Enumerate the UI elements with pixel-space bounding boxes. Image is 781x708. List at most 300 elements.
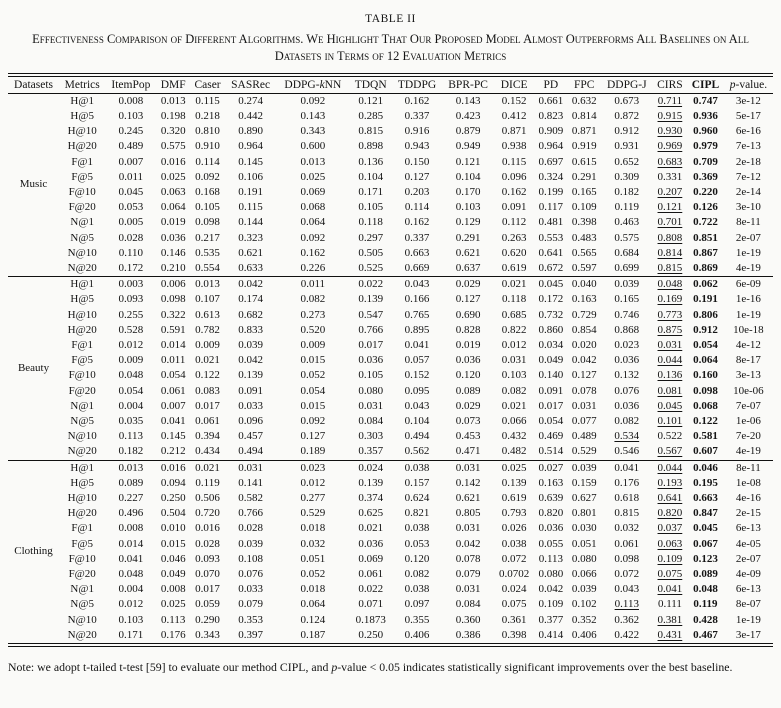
cell-sasrec: 0.323 (238, 231, 263, 244)
cell-ddpg-knn: 0.018 (300, 522, 326, 535)
cell-dmf: 0.016 (160, 155, 186, 168)
cell-dmf: 0.063 (160, 185, 186, 198)
cell-pd: 0.027 (534, 460, 567, 476)
cell-ddpg-knn: 0.051 (300, 552, 326, 565)
cell-fpc: 0.040 (568, 277, 601, 293)
metric-label: H@5 (70, 293, 94, 306)
cell-caser: 0.434 (195, 445, 220, 458)
cell-tddpg: 0.150 (404, 155, 430, 168)
cell-tddpg: 0.097 (404, 598, 430, 611)
column-header-metrics: Metrics (59, 75, 105, 94)
cell-fpc: 0.627 (571, 492, 597, 505)
cell-sasrec: 0.108 (238, 552, 263, 565)
cell-ddpg-j: 0.912 (614, 125, 640, 138)
cell-ddpg-knn: 0.069 (300, 185, 326, 198)
cell-tddpg: 0.162 (404, 216, 430, 229)
cell-tdqn: 0.105 (358, 369, 384, 382)
cell-p-value: 4e-19 (735, 445, 761, 458)
cell-ddpg-j: 0.575 (614, 231, 640, 244)
cell-dice: 0.398 (501, 628, 527, 641)
cell-tddpg: 0.337 (404, 231, 430, 244)
cell-tddpg: 0.038 (404, 583, 430, 596)
cell-itempop: 0.004 (118, 583, 144, 596)
table-row (8, 246, 773, 261)
cell-ddpg-j: 0.546 (614, 445, 640, 458)
cell-pd: 0.080 (538, 568, 564, 581)
cell-pd: 0.113 (538, 552, 564, 565)
cell-cirs: 0.381 (657, 613, 683, 626)
cell-fpc: 0.159 (571, 476, 597, 489)
cell-p-value: 8e-17 (735, 354, 761, 367)
cell-p-value: 2e-18 (735, 155, 761, 168)
cell-cirs: 0.815 (657, 261, 683, 274)
cell-bpr-pc: 0.120 (455, 369, 481, 382)
cell-pd: 0.481 (538, 216, 564, 229)
cell-cipl: 0.089 (693, 568, 718, 581)
column-header-dice: DICE (494, 75, 534, 94)
cell-ddpg-knn: 0.520 (300, 323, 326, 336)
cell-cirs: 0.081 (657, 384, 683, 397)
cell-ddpg-knn: 0.015 (300, 399, 326, 412)
cell-p-value: 1e-19 (735, 246, 761, 259)
cell-p-value: 10e-06 (733, 384, 764, 397)
cell-sasrec: 0.494 (238, 445, 263, 458)
cell-cirs: 0.808 (657, 231, 683, 244)
cell-tddpg: 0.821 (404, 507, 430, 520)
cell-pd: 0.661 (538, 94, 564, 107)
cell-dice: 0.021 (494, 277, 534, 293)
cell-cipl: 0.663 (693, 492, 718, 505)
cell-pd: 0.553 (538, 231, 564, 244)
table-row (8, 185, 773, 200)
cell-cirs: 0.969 (657, 140, 683, 153)
cell-tddpg: 0.406 (404, 628, 430, 641)
table-row (8, 476, 773, 491)
cell-ddpg-knn: 0.052 (300, 369, 326, 382)
cell-itempop: 0.003 (105, 277, 156, 293)
cell-caser: 0.092 (195, 170, 220, 183)
column-header-pd: PD (534, 75, 567, 94)
table-row (8, 215, 773, 230)
cell-fpc: 0.066 (571, 568, 597, 581)
table-row (8, 261, 773, 277)
cell-p-value: 4e-12 (735, 339, 761, 351)
cell-ddpg-knn: 0.162 (300, 246, 326, 259)
cell-p-value: 3e-13 (735, 369, 761, 382)
cell-fpc: 0.565 (571, 246, 597, 259)
cell-dice: 0.871 (501, 125, 527, 138)
cell-ddpg-j: 0.061 (614, 537, 640, 550)
cell-p-value: 3e-10 (735, 201, 761, 214)
metric-label: F@5 (71, 537, 94, 550)
metric-label: H@1 (59, 277, 105, 293)
cell-sasrec: 0.633 (238, 261, 263, 274)
table-row (8, 491, 773, 506)
cell-ddpg-j: 0.534 (614, 430, 640, 443)
table-row (8, 368, 773, 383)
cell-cipl: 0.722 (693, 216, 718, 229)
table-row (8, 292, 773, 307)
cell-cirs: 0.331 (657, 170, 683, 183)
cell-dmf: 0.113 (161, 613, 186, 626)
cell-caser: 0.217 (195, 231, 220, 244)
cell-ddpg-j: 0.032 (614, 522, 640, 535)
cell-cirs: 0.169 (657, 293, 683, 306)
cell-ddpg-j: 0.036 (614, 399, 640, 412)
cell-dice: 0.685 (501, 308, 527, 321)
cell-dmf: 0.212 (160, 445, 186, 458)
cell-pd: 0.045 (534, 277, 567, 293)
cell-caser: 0.218 (195, 109, 220, 122)
cell-sasrec: 0.457 (238, 430, 263, 443)
cell-caser: 0.535 (195, 246, 220, 259)
cell-ddpg-j: 0.618 (614, 492, 640, 505)
cell-tddpg: 0.355 (404, 613, 430, 626)
cell-dmf: 0.013 (160, 94, 186, 107)
cell-cipl: 0.912 (693, 323, 718, 336)
cell-fpc: 0.615 (571, 155, 597, 168)
metric-label: F@20 (68, 201, 96, 214)
metric-label: F@10 (68, 552, 96, 565)
cell-itempop: 0.496 (118, 507, 144, 520)
cell-bpr-pc: 0.078 (455, 552, 481, 565)
cell-ddpg-j: 0.422 (614, 628, 640, 641)
cell-tdqn: 0.285 (358, 109, 384, 122)
metric-label: N@10 (67, 430, 97, 443)
cell-fpc: 0.078 (571, 384, 597, 397)
cell-sasrec: 0.890 (238, 125, 263, 138)
cell-tddpg: 0.895 (404, 323, 430, 336)
cell-p-value: 5e-17 (735, 109, 761, 122)
table-row (8, 429, 773, 444)
cell-fpc: 0.597 (571, 261, 597, 274)
cell-fpc: 0.632 (571, 94, 597, 107)
cell-dmf: 0.025 (160, 598, 186, 611)
cell-cirs: 0.641 (657, 492, 683, 505)
cell-cirs: 0.683 (657, 155, 683, 168)
cell-dmf: 0.041 (160, 415, 186, 428)
cell-bpr-pc: 0.031 (455, 583, 481, 596)
metric-label: N@5 (70, 415, 94, 428)
cell-caser: 0.343 (195, 628, 220, 641)
cell-bpr-pc: 0.127 (455, 293, 481, 306)
metric-label: F@1 (71, 522, 94, 535)
cell-tddpg: 0.114 (404, 201, 430, 214)
dataset-label-clothing: Clothing (8, 460, 59, 645)
cell-tddpg: 0.043 (392, 277, 442, 293)
cell-ddpg-knn: 0.009 (300, 339, 326, 351)
cell-pd: 0.641 (538, 246, 564, 259)
table-row (8, 521, 773, 536)
table-row (8, 231, 773, 246)
cell-fpc: 0.729 (571, 308, 597, 321)
column-header-ddpg-knn: DDPG-kNN (276, 75, 349, 94)
cell-dice: 0.162 (501, 185, 527, 198)
cell-tddpg: 0.669 (404, 261, 430, 274)
cell-tdqn: 0.017 (358, 339, 384, 351)
cell-itempop: 0.053 (118, 201, 144, 214)
cell-ddpg-j: 0.072 (614, 568, 640, 581)
cell-dice: 0.038 (501, 537, 527, 550)
cell-dice: 0.482 (501, 445, 527, 458)
cell-cipl: 0.847 (693, 507, 718, 520)
cell-tddpg: 0.562 (404, 445, 430, 458)
cell-itempop: 0.113 (118, 430, 144, 443)
metric-label: N@20 (67, 628, 97, 641)
cell-fpc: 0.127 (571, 369, 597, 382)
metric-label: H@20 (67, 507, 97, 520)
metric-label: F@20 (68, 384, 96, 397)
metric-label: H@5 (70, 109, 94, 122)
cell-itempop: 0.041 (118, 552, 144, 565)
cell-caser: 0.168 (195, 185, 220, 198)
cell-cirs: 0.041 (657, 583, 683, 596)
cell-p-value: 8e-11 (736, 216, 761, 229)
cell-ddpg-j: 0.113 (614, 598, 639, 611)
cell-caser: 0.017 (195, 583, 220, 596)
cell-cirs: 0.207 (657, 185, 683, 198)
metric-label: N@10 (67, 613, 97, 626)
cell-bpr-pc: 0.690 (455, 308, 481, 321)
cell-fpc: 0.489 (571, 430, 597, 443)
cell-p-value: 7e-20 (735, 430, 761, 443)
cell-fpc: 0.163 (571, 293, 597, 306)
cell-sasrec: 0.964 (238, 140, 263, 153)
cell-bpr-pc: 0.621 (455, 492, 481, 505)
cell-bpr-pc: 0.031 (442, 460, 494, 476)
cell-dice: 0.118 (501, 293, 527, 306)
cell-dmf: 0.025 (160, 170, 186, 183)
cell-bpr-pc: 0.084 (455, 598, 481, 611)
cell-tdqn: 0.036 (358, 537, 384, 550)
cell-p-value: 8e-11 (724, 460, 773, 476)
cell-bpr-pc: 0.879 (455, 125, 481, 138)
cell-itempop: 0.528 (118, 323, 144, 336)
cell-ddpg-knn: 0.189 (300, 445, 326, 458)
cell-dice: 0.012 (501, 339, 527, 351)
cell-caser: 0.506 (195, 492, 220, 505)
cell-cirs: 0.075 (657, 568, 683, 581)
cell-cipl: 0.960 (693, 125, 718, 138)
cell-bpr-pc: 0.621 (455, 246, 481, 259)
table-title: TABLE II (365, 13, 416, 25)
cell-cipl: 0.126 (693, 201, 718, 214)
cell-fpc: 0.051 (571, 537, 597, 550)
table-row (8, 567, 773, 582)
cell-fpc: 0.020 (571, 339, 597, 351)
cell-p-value: 2e-07 (735, 231, 761, 244)
cell-tddpg: 0.120 (404, 552, 430, 565)
cell-ddpg-j: 0.119 (614, 201, 639, 214)
cell-itempop: 0.103 (118, 109, 144, 122)
cell-dmf: 0.575 (160, 140, 186, 153)
cell-tdqn: 0.121 (358, 94, 384, 107)
cell-caser: 0.070 (195, 568, 220, 581)
cell-ddpg-knn: 0.011 (276, 277, 349, 293)
cell-cipl: 0.979 (693, 140, 718, 153)
cell-fpc: 0.039 (571, 583, 597, 596)
cell-dice: 0.082 (501, 384, 527, 397)
cell-p-value: 2e-15 (735, 507, 761, 520)
cell-dmf: 0.064 (160, 201, 186, 214)
metric-label: N@20 (67, 445, 97, 458)
cell-pd: 0.860 (538, 323, 564, 336)
cell-dice: 0.0702 (498, 568, 530, 581)
cell-cipl: 0.160 (693, 369, 718, 382)
cell-ddpg-knn: 0.018 (300, 583, 326, 596)
table-row (8, 582, 773, 597)
cell-sasrec: 0.144 (238, 216, 263, 229)
cell-p-value: 6e-13 (735, 583, 761, 596)
cell-cipl: 0.119 (693, 598, 718, 611)
cell-ddpg-knn: 0.277 (300, 492, 326, 505)
column-header-cipl: CIPL (687, 75, 724, 94)
cell-sasrec: 0.353 (238, 613, 263, 626)
cell-tdqn: 0.250 (358, 628, 384, 641)
cell-ddpg-j: 0.082 (614, 415, 640, 428)
cell-p-value: 1e-06 (735, 415, 761, 428)
cell-bpr-pc: 0.805 (455, 507, 481, 520)
cell-pd: 0.820 (538, 507, 564, 520)
cell-ddpg-j: 0.023 (614, 339, 640, 351)
cell-bpr-pc: 0.029 (455, 399, 481, 412)
cell-fpc: 0.039 (568, 460, 601, 476)
cell-dmf: 0.250 (160, 492, 186, 505)
cell-tddpg: 0.166 (404, 293, 430, 306)
metric-label: N@1 (70, 399, 94, 412)
cell-tdqn: 0.080 (358, 384, 384, 397)
cell-p-value: 4e-16 (735, 492, 761, 505)
cell-caser: 0.115 (195, 94, 220, 107)
table-row (8, 170, 773, 185)
cell-tdqn: 0.036 (358, 354, 384, 367)
cell-tdqn: 0.303 (358, 430, 384, 443)
cell-cirs: 0.044 (653, 460, 687, 476)
cell-bpr-pc: 0.453 (455, 430, 481, 443)
cell-caser: 0.554 (195, 261, 220, 274)
cell-bpr-pc: 0.104 (455, 170, 481, 183)
cell-caser: 0.105 (195, 201, 220, 214)
cell-tdqn: 0.171 (358, 185, 384, 198)
cell-caser: 0.098 (195, 216, 220, 229)
table-row (8, 155, 773, 170)
metric-label: N@10 (67, 246, 97, 259)
cell-tdqn: 0.374 (358, 492, 384, 505)
cell-dmf: 0.014 (160, 339, 186, 351)
cell-cipl: 0.220 (693, 185, 718, 198)
cell-dice: 0.263 (501, 231, 527, 244)
cell-tddpg: 0.624 (404, 492, 430, 505)
cell-cipl: 0.048 (693, 583, 718, 596)
cell-dice: 0.793 (501, 507, 527, 520)
cell-tdqn: 0.139 (358, 476, 384, 489)
cell-bpr-pc: 0.386 (455, 628, 481, 641)
cell-dmf: 0.008 (160, 583, 186, 596)
cell-ddpg-knn: 0.226 (300, 261, 326, 274)
cell-caser: 0.028 (195, 537, 220, 550)
cell-cirs: 0.814 (657, 246, 683, 259)
cell-p-value: 1e-19 (735, 308, 761, 321)
cell-fpc: 0.406 (571, 628, 597, 641)
cell-itempop: 0.103 (118, 613, 144, 626)
metric-label: F@1 (71, 155, 94, 168)
cell-sasrec: 0.028 (238, 522, 263, 535)
metric-label: H@1 (70, 94, 94, 107)
cell-caser: 0.613 (195, 308, 220, 321)
table-row (8, 444, 773, 460)
cell-dice: 0.024 (501, 583, 527, 596)
cell-cirs: 0.711 (657, 94, 683, 107)
cell-p-value: 7e-13 (735, 140, 761, 153)
cell-dice: 0.072 (501, 552, 527, 565)
table-header (8, 75, 773, 94)
cell-itempop: 0.005 (118, 216, 144, 229)
cell-tdqn: 0.297 (358, 231, 384, 244)
cell-cirs: 0.031 (657, 339, 683, 351)
cell-sasrec: 0.191 (238, 185, 263, 198)
column-header-caser: Caser (190, 75, 225, 94)
metric-label: H@10 (67, 125, 97, 138)
cell-ddpg-knn: 0.032 (300, 537, 326, 550)
cell-p-value: 8e-07 (735, 598, 761, 611)
cell-dmf: 0.322 (160, 308, 186, 321)
cell-dmf: 0.015 (160, 537, 186, 550)
cell-p-value: 6e-09 (724, 277, 773, 293)
table-row (8, 93, 773, 109)
cell-dice: 0.103 (501, 369, 527, 382)
cell-ddpg-j: 0.673 (614, 94, 640, 107)
table-caption: Effectiveness Comparison of Different Algorithms. We Highlight That Our Proposed Model Almost Outperforms All Baselines on All Datasets in Terms of 12 Evaluation Metrics (32, 32, 749, 63)
table-row (8, 124, 773, 139)
cell-cirs: 0.567 (657, 445, 683, 458)
cell-ddpg-knn: 0.127 (300, 430, 326, 443)
cell-ddpg-j: 0.931 (614, 140, 640, 153)
cell-cipl: 0.851 (693, 231, 718, 244)
cell-tddpg: 0.337 (404, 109, 430, 122)
cell-caser: 0.122 (195, 369, 220, 382)
cell-dmf: 0.176 (160, 628, 186, 641)
cell-tdqn: 0.505 (358, 246, 384, 259)
cell-tddpg: 0.057 (404, 354, 430, 367)
cell-itempop: 0.227 (118, 492, 144, 505)
cell-dmf: 0.036 (160, 231, 186, 244)
cell-cirs: 0.109 (657, 552, 683, 565)
cell-cipl: 0.191 (693, 293, 718, 306)
cell-cirs: 0.063 (657, 537, 683, 550)
cell-pd: 0.034 (538, 339, 564, 351)
metric-label: H@1 (59, 460, 105, 476)
cell-pd: 0.732 (538, 308, 564, 321)
cell-ddpg-knn: 0.092 (300, 94, 326, 107)
cell-ddpg-knn: 0.068 (300, 201, 326, 214)
metric-label: F@10 (68, 185, 96, 198)
cell-dmf: 0.198 (160, 109, 186, 122)
cell-caser: 0.107 (195, 293, 220, 306)
cell-bpr-pc: 0.291 (455, 231, 481, 244)
cell-ddpg-j: 0.176 (614, 476, 640, 489)
cell-cipl: 0.806 (693, 308, 718, 321)
cell-dice: 0.619 (501, 492, 527, 505)
cell-bpr-pc: 0.129 (455, 216, 481, 229)
cell-p-value: 10e-18 (733, 323, 764, 336)
cell-cipl: 0.046 (687, 460, 724, 476)
cell-pd: 0.055 (538, 537, 564, 550)
cell-caser: 0.009 (195, 339, 220, 351)
table-row (8, 109, 773, 124)
cell-tddpg: 0.494 (404, 430, 430, 443)
cell-dmf: 0.054 (160, 369, 186, 382)
cell-tddpg: 0.162 (404, 94, 430, 107)
